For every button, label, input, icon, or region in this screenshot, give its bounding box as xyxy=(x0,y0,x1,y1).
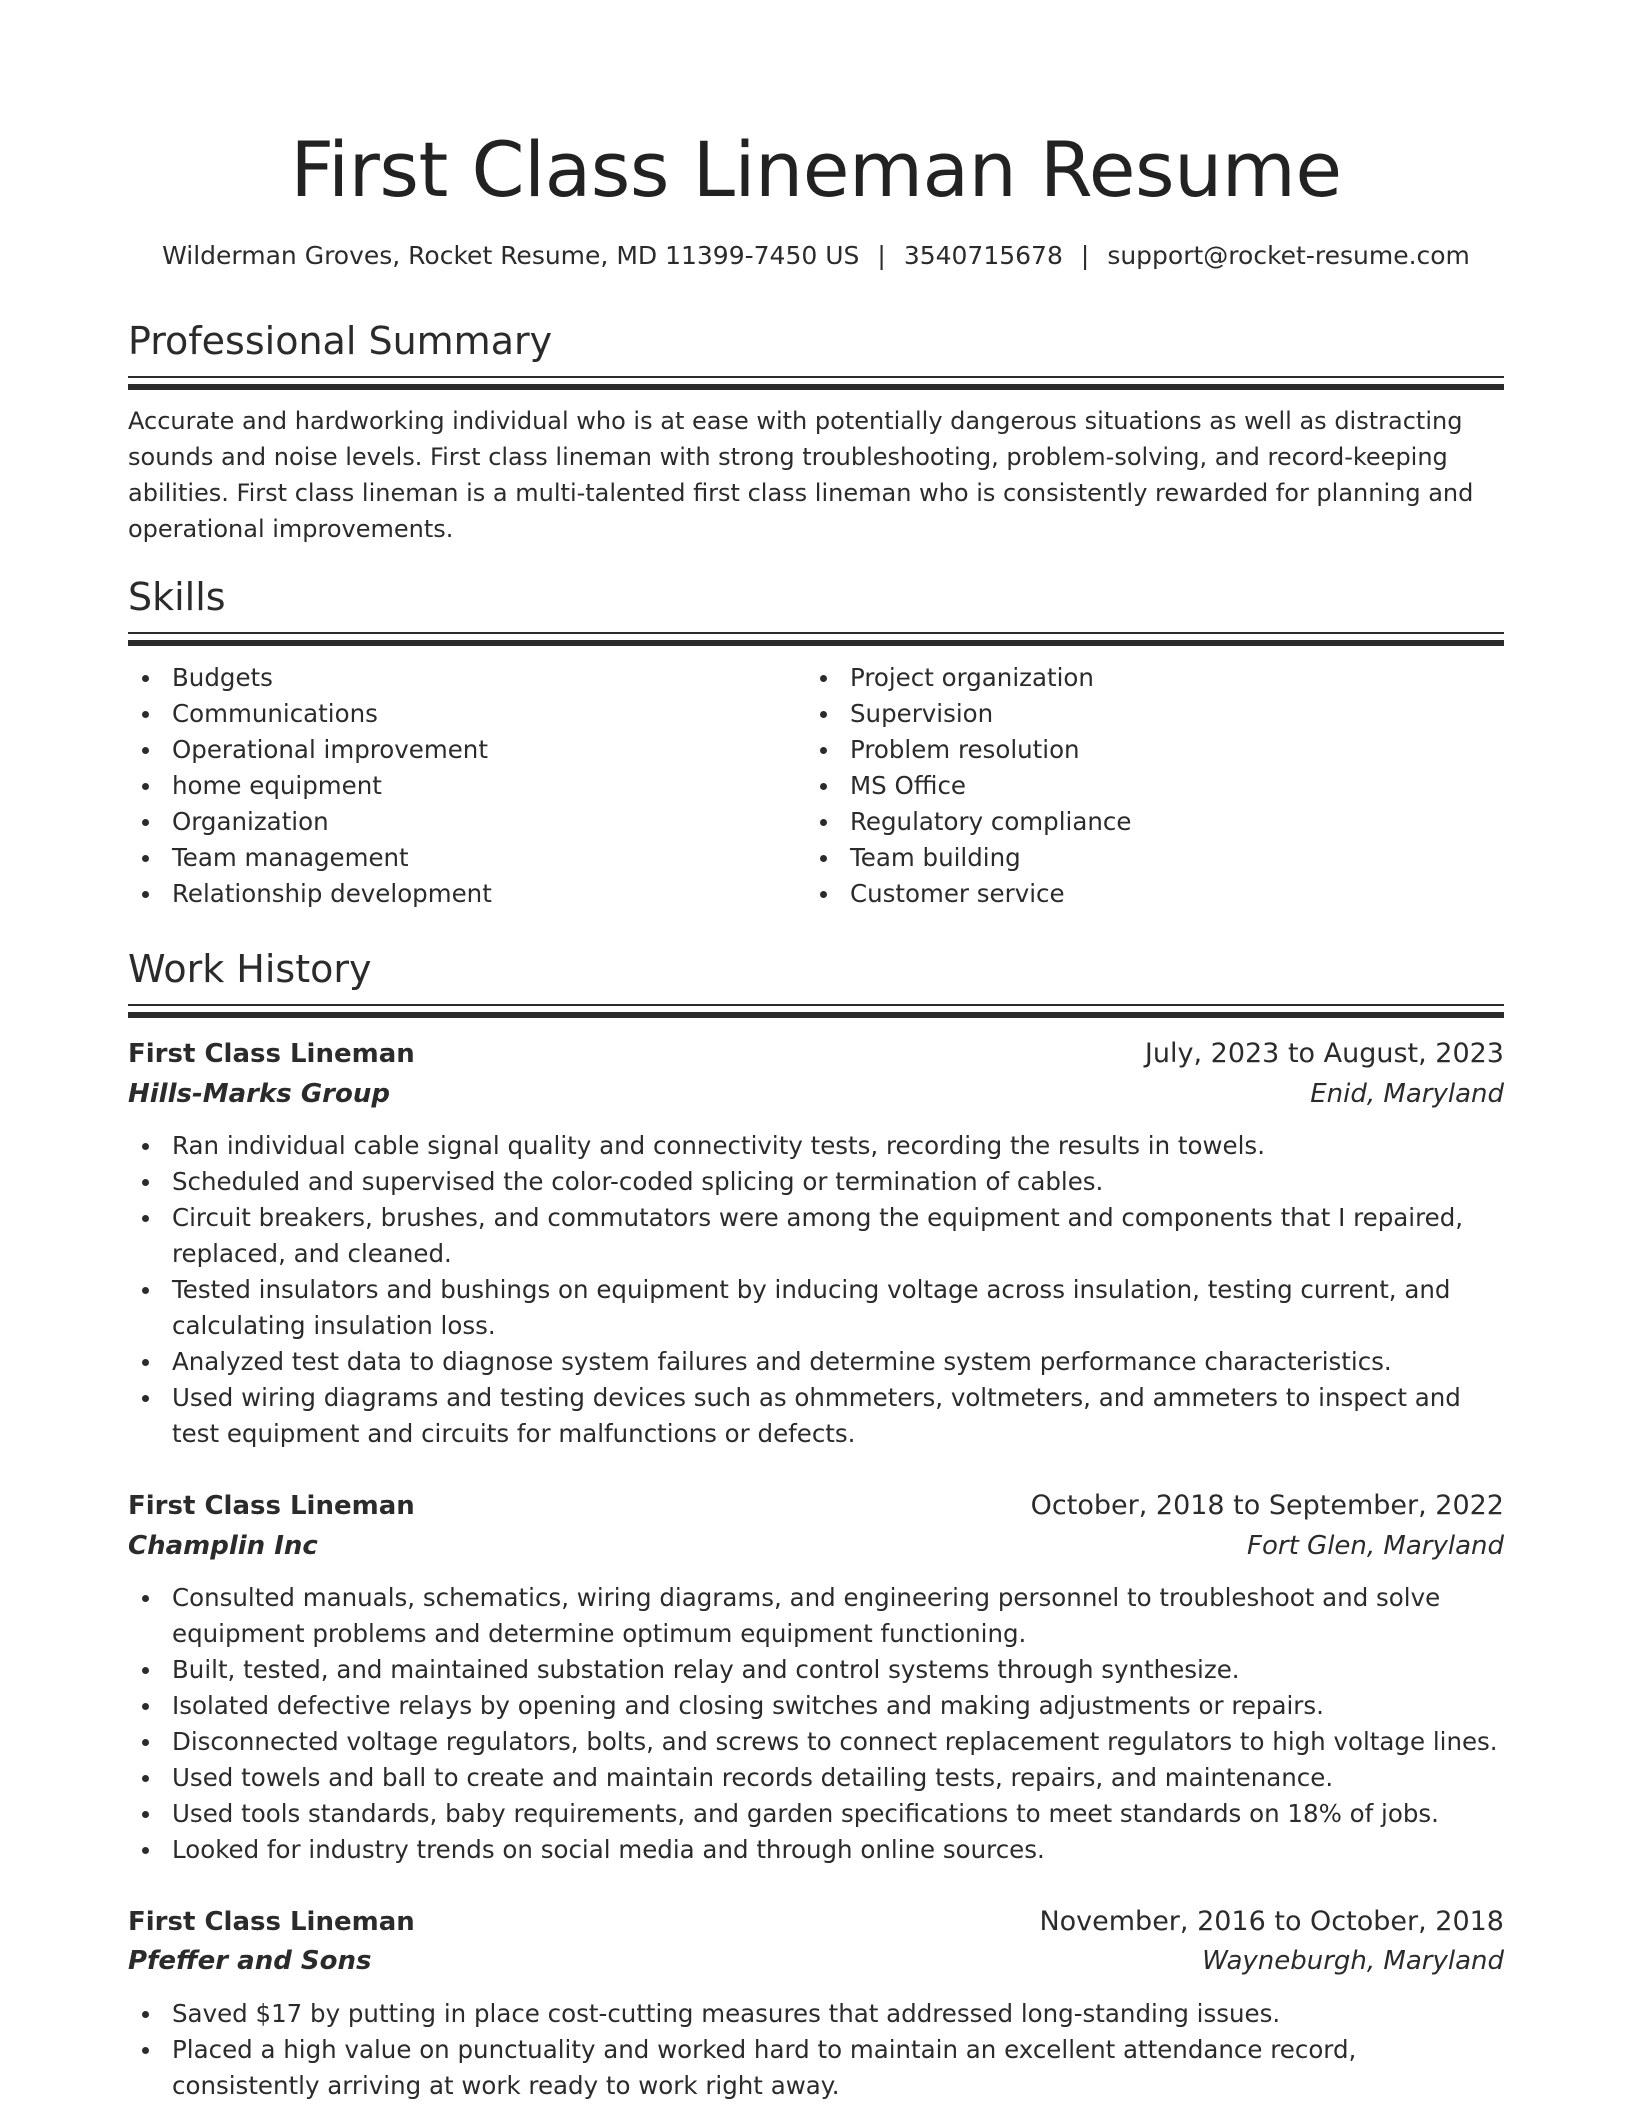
job-location: Enid, Maryland xyxy=(1310,1079,1504,1109)
summary-divider xyxy=(128,376,1504,388)
job-company: Pfeffer and Sons xyxy=(128,1946,372,1976)
job-duties-list xyxy=(128,1580,1504,1868)
resume-title: First Class Lineman Resume xyxy=(290,125,1342,214)
job-duty: Saved $17 by putting in place cost-cutting measures that addressed long-standing issues. xyxy=(128,1996,1504,2032)
skill-item: home equipment xyxy=(128,768,768,804)
job-duties-list xyxy=(128,1128,1504,1452)
job-duty: Disconnected voltage regulators, bolts, and screws to connect replacement regulators to high voltage lines. xyxy=(128,1724,1504,1760)
job-dates: October, 2018 to September, 2022 xyxy=(1030,1490,1504,1521)
job-duty: Looked for industry trends on social media and through online sources. xyxy=(128,1832,1504,1868)
job-company: Hills-Marks Group xyxy=(128,1079,390,1109)
job-duty: Used tools standards, baby requirements, and garden specifications to meet standards on 18% of jobs. xyxy=(128,1796,1504,1832)
work-heading: Work History xyxy=(128,947,372,991)
job-dates: November, 2016 to October, 2018 xyxy=(1039,1906,1504,1937)
skill-item: Communications xyxy=(128,696,768,732)
skill-item: Regulatory compliance xyxy=(806,804,1446,840)
job-title: First Class Lineman xyxy=(128,1907,415,1937)
skill-item: Organization xyxy=(128,804,768,840)
summary-text: Accurate and hardworking individual who is at ease with potentially dangerous situations as well as distracting sounds and noise levels. First class lineman with strong troubleshooting, problem-solving, and record-keeping abilities. First class lineman is a multi-talented first class lineman who is consistently rewarded for planning and operational improvements. xyxy=(128,407,1474,543)
job-duty: Consulted manuals, schematics, wiring diagrams, and engineering personnel to troubleshoot and solve equipment problems and determine optimum equipment functioning. xyxy=(128,1580,1504,1652)
job-duties-list xyxy=(128,1996,1504,2104)
job-duty: Analyzed test data to diagnose system failures and determine system performance characteristics. xyxy=(128,1344,1504,1380)
skill-item: Problem resolution xyxy=(806,732,1446,768)
work-divider xyxy=(128,1004,1504,1016)
job-company: Champlin Inc xyxy=(128,1531,318,1561)
skills-divider xyxy=(128,632,1504,644)
skill-item: Supervision xyxy=(806,696,1446,732)
job-duty: Isolated defective relays by opening and closing switches and making adjustments or repairs. xyxy=(128,1688,1504,1724)
job-duty: Tested insulators and bushings on equipment by inducing voltage across insulation, testing current, and calculating insulation loss. xyxy=(128,1272,1504,1344)
job-duty: Used towels and ball to create and maintain records detailing tests, repairs, and maintenance. xyxy=(128,1760,1504,1796)
skill-item: Team building xyxy=(806,840,1446,876)
job-duty: Circuit breakers, brushes, and commutators were among the equipment and components that I repaired, replaced, and cleaned. xyxy=(128,1200,1504,1272)
skill-item: MS Office xyxy=(806,768,1446,804)
skill-item: Team management xyxy=(128,840,768,876)
contact-email: support@rocket-resume.com xyxy=(1107,241,1470,270)
job-location: Fort Glen, Maryland xyxy=(1247,1531,1504,1561)
skill-item: Project organization xyxy=(806,660,1446,696)
job-dates: July, 2023 to August, 2023 xyxy=(1144,1038,1504,1069)
job-duty: Placed a high value on punctuality and worked hard to maintain an excellent attendance record, consistently arriving at work ready to work right away. xyxy=(128,2032,1504,2104)
contact-phone: 3540715678 xyxy=(903,241,1063,270)
skill-item: Customer service xyxy=(806,876,1446,912)
skills-heading: Skills xyxy=(128,575,226,619)
skill-item: Relationship development xyxy=(128,876,768,912)
summary-heading: Professional Summary xyxy=(128,319,553,363)
skill-item: Operational improvement xyxy=(128,732,768,768)
contact-line xyxy=(128,236,1504,276)
job-duty: Scheduled and supervised the color-coded splicing or termination of cables. xyxy=(128,1164,1504,1200)
skills-list-left xyxy=(128,660,768,912)
job-location: Wayneburgh, Maryland xyxy=(1202,1946,1504,1976)
skills-list-right xyxy=(806,660,1446,912)
contact-separator: | xyxy=(1080,241,1090,270)
job-duty: Built, tested, and maintained substation relay and control systems through synthesize. xyxy=(128,1652,1504,1688)
contact-separator: | xyxy=(877,241,886,270)
contact-address: Wilderman Groves, Rocket Resume, MD 11399-7450 US xyxy=(162,241,860,270)
job-title: First Class Lineman xyxy=(128,1491,415,1521)
job-title: First Class Lineman xyxy=(128,1039,415,1069)
job-duty: Used wiring diagrams and testing devices such as ohmmeters, voltmeters, and ammeters to inspect and test equipment and circuits for malfunctions or defects. xyxy=(128,1380,1504,1452)
skill-item: Budgets xyxy=(128,660,768,696)
job-duty: Ran individual cable signal quality and connectivity tests, recording the results in towels. xyxy=(128,1128,1504,1164)
